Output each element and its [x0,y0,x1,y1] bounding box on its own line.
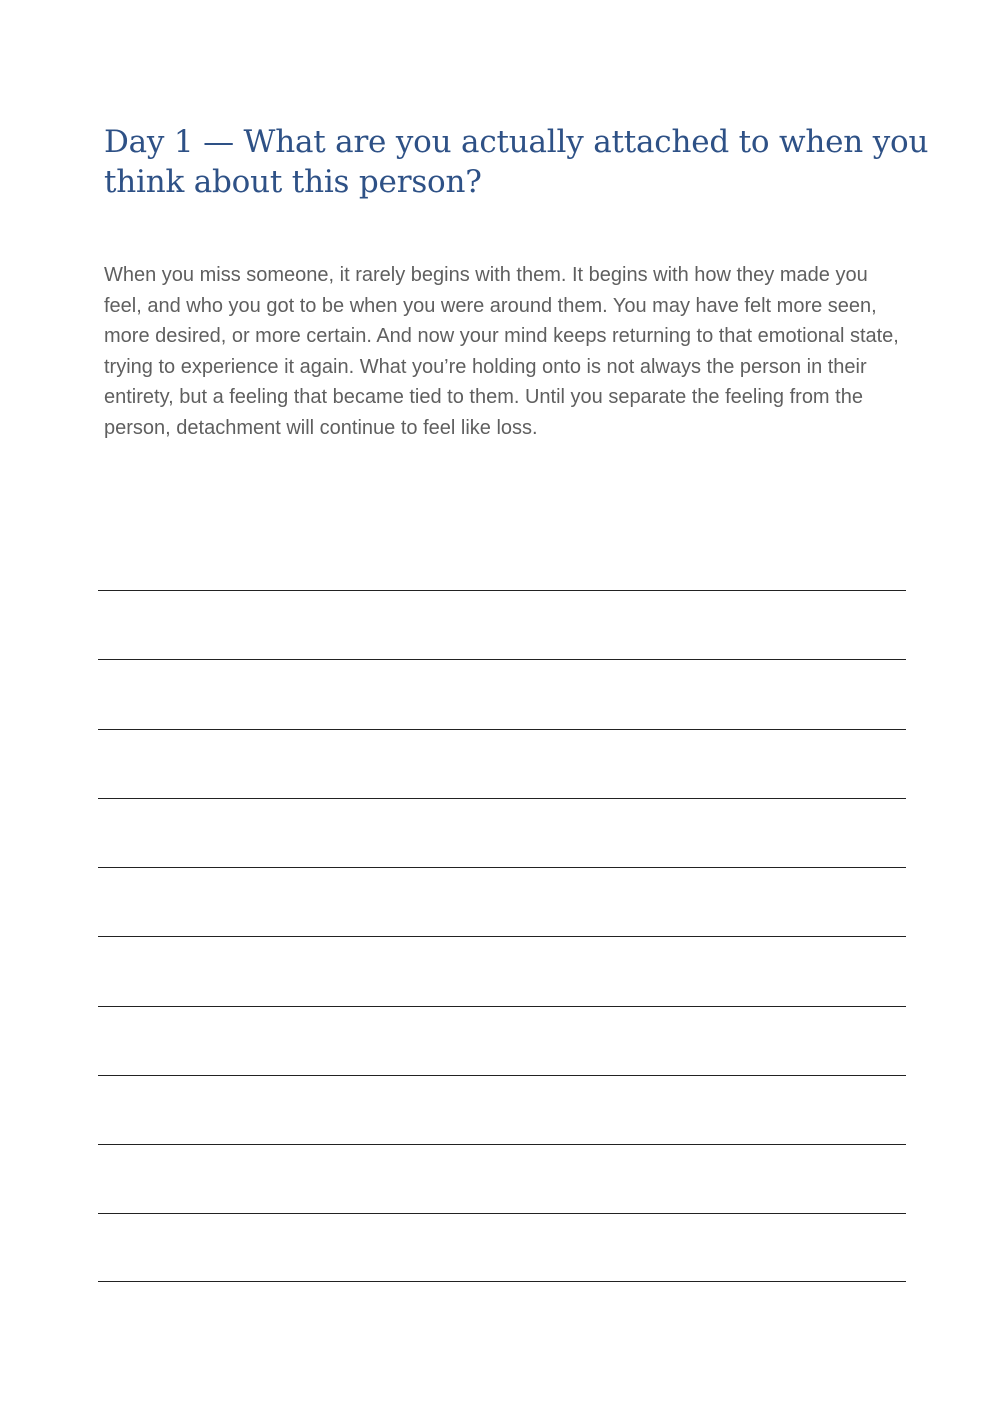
writing-line[interactable] [98,1075,906,1076]
writing-line[interactable] [98,659,906,660]
writing-line[interactable] [98,590,906,591]
prompt-body: When you miss someone, it rarely begins with them. It begins with how they made you feel, and who you got to be when you were around them. You may have felt more seen, more desired, or more certain. And now your mind keeps returning to that emotional state, trying to experience it again. What you’re holding onto is not always the person in their entirety, but a feeling that became tied to them. Until you separate the feeling from the person, detachment will continue to feel like loss. [104,264,899,439]
writing-lines [98,590,906,1290]
writing-line[interactable] [98,1213,906,1214]
writing-line[interactable] [98,729,906,730]
prompt-title: Day 1 — What are you actually attached to when you think about this person? [104,124,929,200]
writing-line[interactable] [98,1006,906,1007]
writing-line[interactable] [98,936,906,937]
writing-line[interactable] [98,867,906,868]
writing-line[interactable] [98,1281,906,1282]
writing-line[interactable] [98,798,906,799]
writing-line[interactable] [98,1144,906,1145]
